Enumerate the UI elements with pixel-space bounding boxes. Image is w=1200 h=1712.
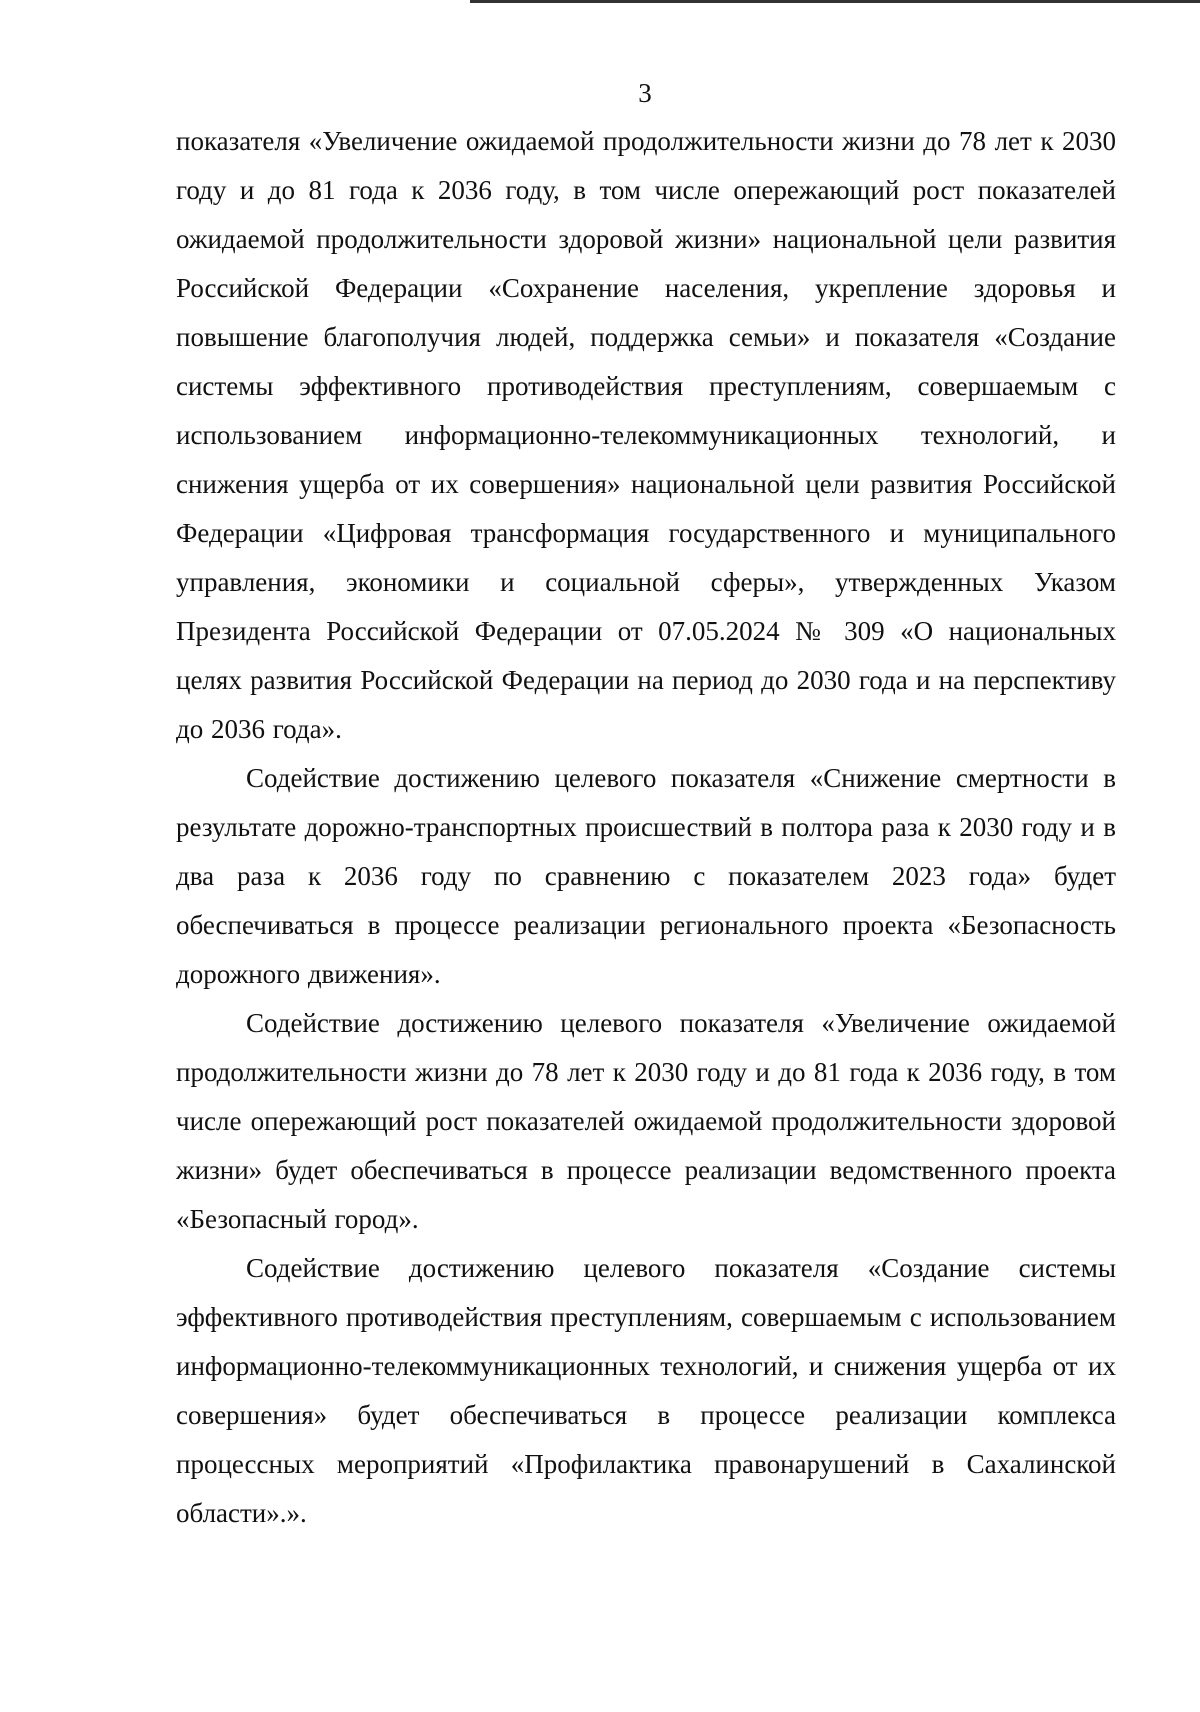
paragraph-safe-city: Содействие достижению целевого показателя «Увеличение ожидаемой продолжительности жизни до 78 лет к 2030 году и до 81 года к 2036 году, в том числе опережающий рост показателей ожидаемой продолжительности здоровой жизни» будет обеспечиваться в процессе реализации ведомственного проекта «Безопасный город». — [176, 1008, 1116, 1234]
document-body — [176, 117, 1116, 1538]
paragraph-road-safety: Содействие достижению целевого показателя «Снижение смертности в результате дорожно-транспортных происшествий в полтора раза к 2030 году и в два раза к 2036 году по сравнению с показателем 2023 года» будет обеспечиваться в процессе реализации регионального проекта «Безопасность дорожного движения». — [176, 763, 1116, 989]
top-border-line — [470, 0, 1200, 3]
page-number: 3 — [638, 78, 652, 108]
paragraph-continuation: показателя «Увеличение ожидаемой продолжительности жизни до 78 лет к 2030 году и до 81 года к 2036 году, в том числе опережающий рост показателей ожидаемой продолжительности здоровой жизни» национальной цели развития Российской Федерации «Сохранение населения, укрепление здоровья и повышение благополучия людей, поддержка семьи» и показателя «Создание системы эффективного противодействия преступлениям, совершаемым с использованием информационно-телекоммуникационных технологий, и снижения ущерба от их совершения» национальной цели развития Российской Федерации «Цифровая трансформация государственного и муниципального управления, экономики и социальной сферы», утвержденных Указом Президента Российской Федерации от 07.05.2024 № 309 «О национальных целях развития Российской Федерации на период до 2030 года и на перспективу до 2036 года». — [176, 126, 1116, 744]
paragraph-crime-prevention: Содействие достижению целевого показателя «Создание системы эффективного противодействия преступлениям, совершаемым с использованием информационно-телекоммуникационных технологий, и снижения ущерба от их совершения» будет обеспечиваться в процессе реализации комплекса процессных мероприятий «Профилактика правонарушений в Сахалинской области».». — [176, 1253, 1116, 1528]
